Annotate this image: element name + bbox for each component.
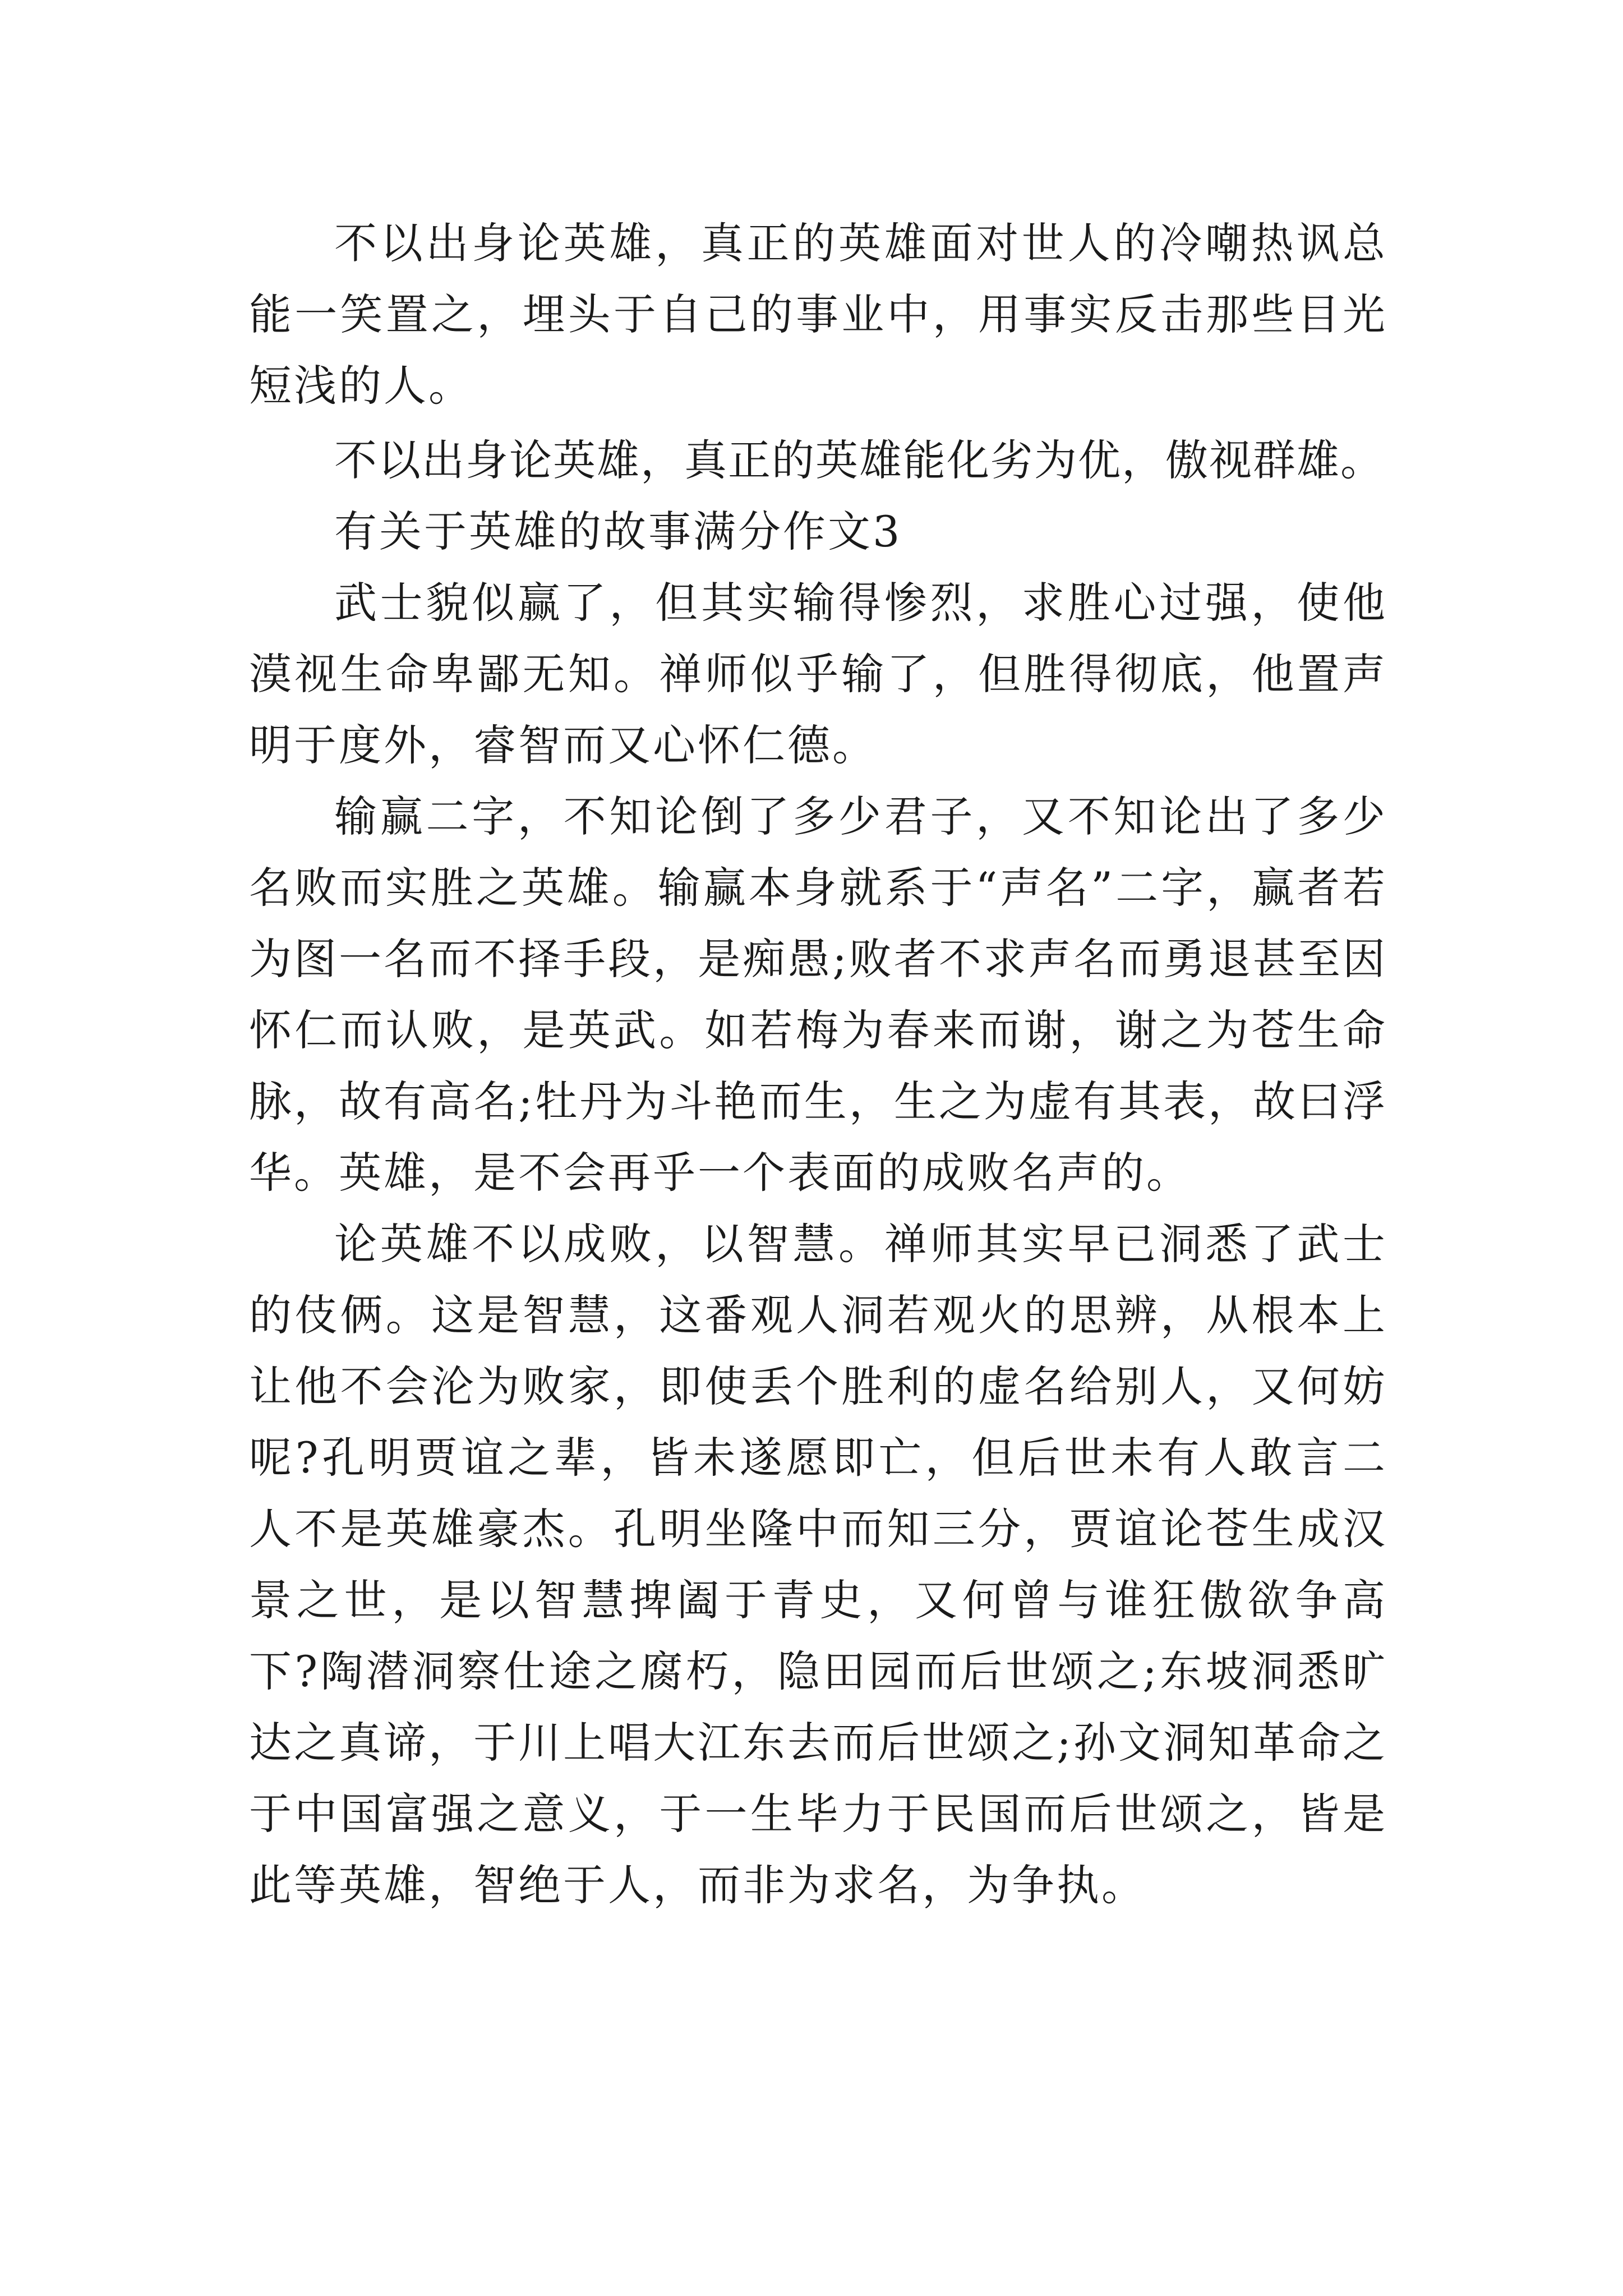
document-body — [249, 208, 1387, 1921]
paragraph-1: 不以出身论英雄，真正的英雄面对世人的冷嘲热讽总能一笑置之，埋头于自己的事业中，用事实反击那些目光短浅的人。 — [249, 218, 1387, 411]
paragraph-2: 不以出身论英雄，真正的英雄能化劣为优，傲视群雄。 — [334, 435, 1384, 485]
paragraph-5: 论英雄不以成败，以智慧。禅师其实早已洞悉了武士的伎俩。这是智慧，这番观人洞若观火的思辨，从根本上让他不会沦为败家，即使丢个胜利的虚名给别人，又何妨呢?孔明贾谊之辈，皆未遂愿即亡，但后世未有人敢言二人不是英雄豪杰。孔明坐隆中而知三分，贾谊论苍生成汉景之世，是以智慧捭阖于青史，又何曾与谁狂傲欲争高下?陶潜洞察仕途之腐朽，隐田园而后世颂之;东坡洞悉旷达之真谛，于川上唱大江东去而后世颂之;孙文洞知革命之于中国富强之意义，于一生毕力于民国而后世颂之，皆是此等英雄，智绝于人，而非为求名，为争执。 — [249, 1219, 1387, 1910]
paragraph-4: 输赢二字，不知论倒了多少君子，又不知论出了多少名败而实胜之英雄。输赢本身就系于“声名”二字，赢者若为图一名而不择手段，是痴愚;败者不求声名而勇退甚至因怀仁而认败，是英武。如若梅为春来而谢，谢之为苍生命脉，故有高名;牡丹为斗艳而生，生之为虚有其表，故曰浮华。英雄，是不会再乎一个表面的成败名声的。 — [249, 792, 1387, 1198]
paragraph-3: 武士貌似赢了，但其实输得惨烈，求胜心过强，使他漠视生命卑鄙无知。禅师似乎输了，但胜得彻底，他置声明于度外，睿智而又心怀仁德。 — [249, 578, 1387, 770]
section-heading: 有关于英雄的故事满分作文3 — [334, 507, 902, 556]
